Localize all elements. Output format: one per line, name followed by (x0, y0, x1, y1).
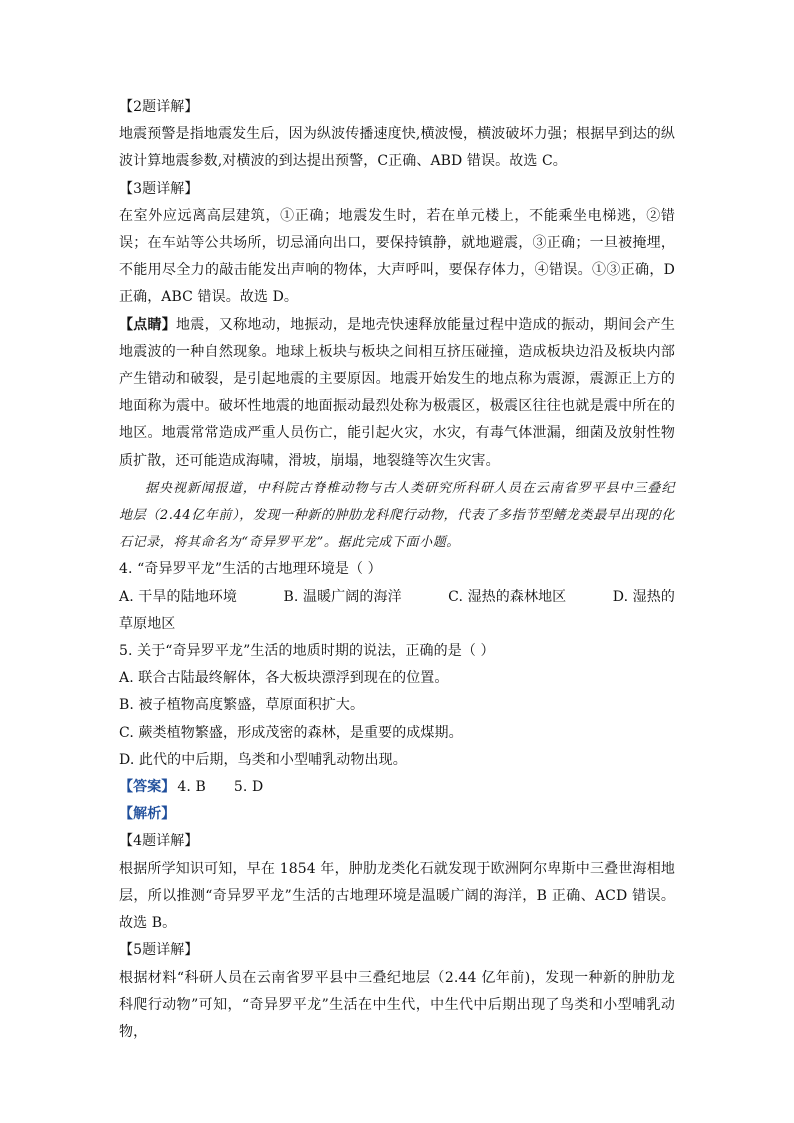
q5-option-d: D. 此代的中后期，鸟类和小型哺乳动物出现。 (119, 751, 407, 768)
q4-option-a: A. 干旱的陆地环境 (119, 588, 238, 605)
material-paragraph: 据央视新闻报道，中科院古脊椎动物与古人类研究所科研人员在云南省罗平县中三叠纪地层（2.44亿年前），发现一种新的肿肋龙科爬行动物，代表了多指节型鳍龙类最早出现的化石记录，将其命名为“奇异罗平龙”。据此完成下面小题。 (119, 480, 675, 551)
q2-detail-text: 地震预警是指地震发生后，因为纵波传播速度快,横波慢，横波破坏力强；根据早到达的纵波计算地震参数,对横波的到达提出预警，C正确、ABD 错误。故选 C。 (119, 126, 675, 170)
q4-option-c: C. 湿热的森林地区 (448, 588, 567, 605)
q5-option-a: A. 联合古陆最终解体，各大板块漂浮到现在的位置。 (119, 670, 449, 687)
question-4-options (119, 584, 675, 611)
q4-detail-text: 根据所学知识可知，早在 1854 年，肿肋龙类化石就发现于欧洲阿尔卑斯中三叠世海相地层，所以推测“奇异罗平龙”生活的古地理环境是温暖广阔的海洋，B 正确、ACD 错误。故选 B。 (119, 860, 675, 932)
q5-option-c: C. 蕨类植物繁盛，形成茂密的森林，是重要的成煤期。 (119, 724, 463, 741)
q5-detail-heading: 【5题详解】 (119, 942, 199, 959)
q4-option-b: B. 温暖广阔的海洋 (283, 588, 402, 605)
q4-detail-heading: 【4题详解】 (119, 833, 199, 850)
tip-text: 地震，又称地动，地振动，是地壳快速释放能量过程中造成的振动，期间会产生地震波的一种自然现象。地球上板块与板块之间相互挤压碰撞，造成板块边沿及板块内部产生错动和破裂，是引起地震的主要原因。地震开始发生的地点称为震源，震源正上方的地面称为震中。破坏性地震的地面振动最烈处称为极震区，极震区往往也就是震中所在的地区。地震常常造成严重人员伤亡，能引起火灾，水灾，有毒气体泄漏，细菌及放射性物质扩散，还可能造成海啸，滑坡，崩塌，地裂缝等次生灾害。 (119, 316, 675, 469)
tip-paragraph (119, 312, 675, 475)
answer-line (119, 774, 675, 801)
q5-option-b: B. 被子植物高度繁盛，草原面积扩大。 (119, 697, 365, 714)
document-body (119, 94, 675, 1046)
answer-label: 【答案】 (119, 779, 176, 796)
question-4-stem: 4. “奇异罗平龙”生活的古地理环境是（ ） (119, 561, 382, 578)
q3-detail-text: 在室外应远离高层建筑，①正确；地震发生时，若在单元楼上，不能乘坐电梯逃，②错误；在车站等公共场所，切忌涌向出口，要保持镇静，就地避震，③正确；一旦被掩埋，不能用尽全力的敲击能发出声响的物体，大声呼叫，要保存体力，④错误。①③正确，D正确，ABC 错误。故选 D。 (119, 207, 675, 306)
q4-option-d-continuation: 草原地区 (119, 615, 176, 632)
answer-4: 4. B (177, 779, 206, 796)
answer-5: 5. D (233, 779, 264, 796)
q5-detail-text: 根据材料“科研人员在云南省罗平县中三叠纪地层（2.44 亿年前)，发现一种新的肿肋龙科爬行动物”可知，“奇异罗平龙”生活在中生代，中生代中后期出现了鸟类和小型哺乳动物， (119, 969, 675, 1040)
q4-option-d: D. 湿热的 (612, 588, 675, 605)
q3-detail-heading: 【3题详解】 (119, 180, 199, 197)
question-5-stem: 5. 关于“奇异罗平龙”生活的地质时期的说法，正确的是（ ） (119, 643, 495, 660)
analysis-label: 【解析】 (119, 806, 176, 823)
tip-label: 【点睛】 (119, 316, 177, 333)
q2-detail-heading: 【2题详解】 (119, 99, 199, 115)
